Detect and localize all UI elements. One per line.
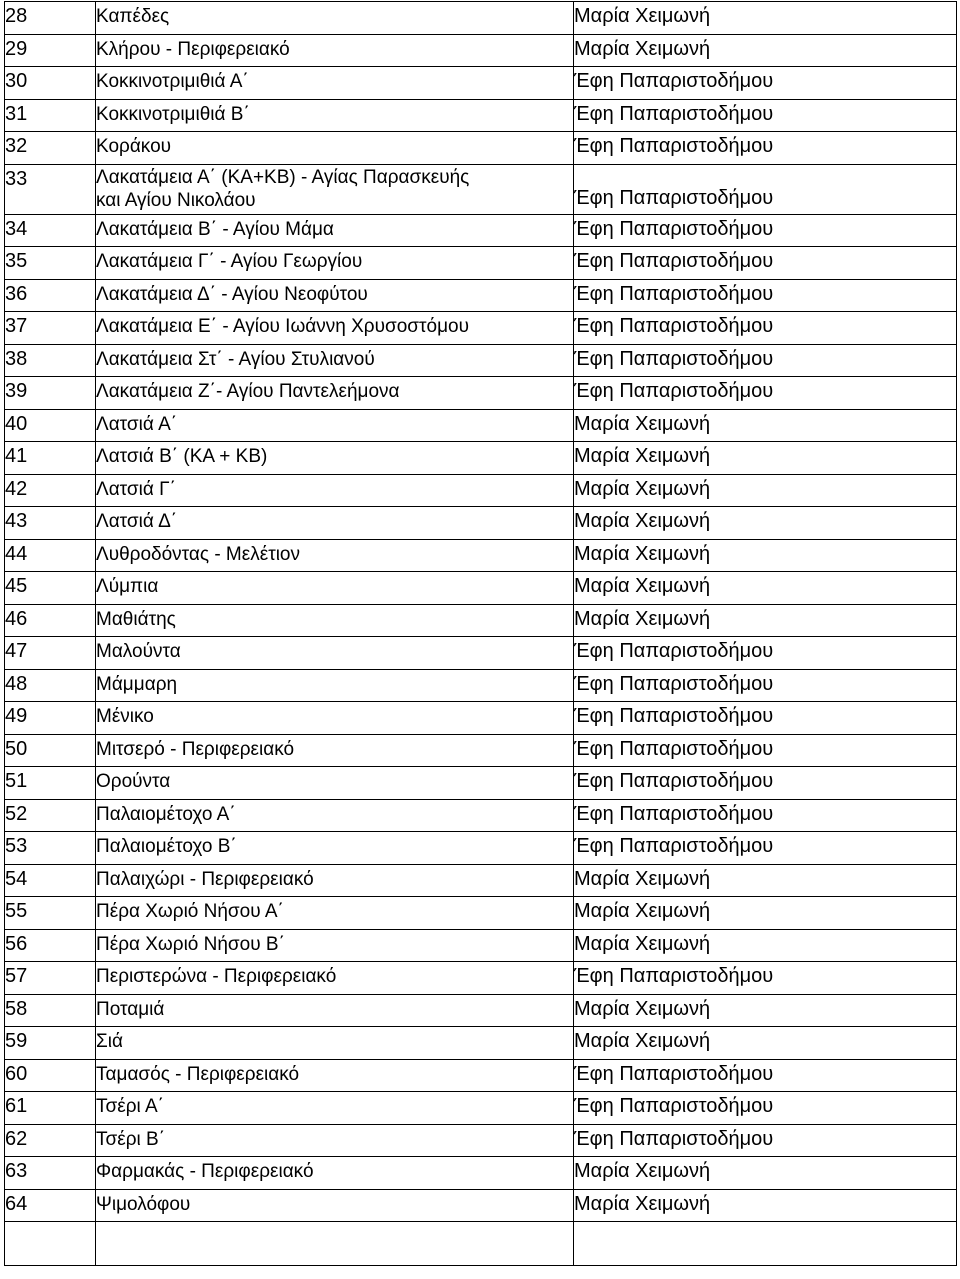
area-name: Φαρμακάς - Περιφερειακό xyxy=(96,1157,574,1190)
row-number: 61 xyxy=(5,1092,96,1125)
responsible-person: Έφη Παπαριστοδήμου xyxy=(574,962,957,995)
area-name-line-1: Λακατάμεια Α΄ (ΚΑ+ΚΒ) - Αγίας Παρασκευής xyxy=(96,166,470,188)
table-row xyxy=(5,279,957,312)
row-number: 37 xyxy=(5,312,96,345)
row-number: 45 xyxy=(5,572,96,605)
area-name: Λατσιά Β΄ (ΚΑ + ΚΒ) xyxy=(96,442,574,475)
table-row xyxy=(5,637,957,670)
responsible-person: Μαρία Χειμωνή xyxy=(574,604,957,637)
row-number: 63 xyxy=(5,1157,96,1190)
responsible-person: Μαρία Χειμωνή xyxy=(574,1157,957,1190)
row-number: 55 xyxy=(5,897,96,930)
table-row xyxy=(5,214,957,247)
table-row xyxy=(5,377,957,410)
table-row xyxy=(5,669,957,702)
row-number: 31 xyxy=(5,99,96,132)
area-name: Λατσιά Α΄ xyxy=(96,409,574,442)
table-row xyxy=(5,1124,957,1157)
responsible-person: Μαρία Χειμωνή xyxy=(574,507,957,540)
row-number: 52 xyxy=(5,799,96,832)
table-row xyxy=(5,312,957,345)
area-name: Παλαιομέτοχο Α΄ xyxy=(96,799,574,832)
table-row xyxy=(5,164,957,214)
responsible-person: Έφη Παπαριστοδήμου xyxy=(574,99,957,132)
row-number: 51 xyxy=(5,767,96,800)
area-name: Κλήρου - Περιφερειακό xyxy=(96,34,574,67)
table-row xyxy=(5,897,957,930)
table-row xyxy=(5,929,957,962)
table-row xyxy=(5,132,957,165)
area-name: Τσέρι Α΄ xyxy=(96,1092,574,1125)
table-row xyxy=(5,539,957,572)
table-row xyxy=(5,1059,957,1092)
area-name: Κοκκινοτριμιθιά Α΄ xyxy=(96,67,574,100)
empty-cell xyxy=(96,1222,574,1266)
area-name: Μάμμαρη xyxy=(96,669,574,702)
responsible-person: Μαρία Χειμωνή xyxy=(574,539,957,572)
table-row xyxy=(5,962,957,995)
responsible-person: Μαρία Χειμωνή xyxy=(574,994,957,1027)
table-row xyxy=(5,572,957,605)
row-number: 43 xyxy=(5,507,96,540)
area-name: Λακατάμεια Β΄ - Αγίου Μάμα xyxy=(96,214,574,247)
area-name: Λακατάμεια Ε΄ - Αγίου Ιωάννη Χρυσοστόμου xyxy=(96,312,574,345)
area-name: Μαλούντα xyxy=(96,637,574,670)
row-number: 41 xyxy=(5,442,96,475)
row-number: 32 xyxy=(5,132,96,165)
responsible-person: Έφη Παπαριστοδήμου xyxy=(574,1092,957,1125)
responsible-person: Έφη Παπαριστοδήμου xyxy=(574,247,957,280)
area-name: Λυθροδόντας - Μελέτιον xyxy=(96,539,574,572)
table-row xyxy=(5,604,957,637)
responsible-person: Μαρία Χειμωνή xyxy=(574,897,957,930)
table-row xyxy=(5,2,957,35)
row-number: 56 xyxy=(5,929,96,962)
area-name: Τσέρι Β΄ xyxy=(96,1124,574,1157)
area-name: Παλαιομέτοχο Β΄ xyxy=(96,832,574,865)
area-name: Ορούντα xyxy=(96,767,574,800)
row-number: 33 xyxy=(5,164,96,214)
table-row xyxy=(5,247,957,280)
table-row xyxy=(5,702,957,735)
area-name: Ταμασός - Περιφερειακό xyxy=(96,1059,574,1092)
table-row xyxy=(5,344,957,377)
row-number: 53 xyxy=(5,832,96,865)
area-name: Λύμπια xyxy=(96,572,574,605)
responsible-person: Μαρία Χειμωνή xyxy=(574,2,957,35)
responsible-person: Μαρία Χειμωνή xyxy=(574,409,957,442)
responsible-person: Έφη Παπαριστοδήμου xyxy=(574,1124,957,1157)
row-number: 38 xyxy=(5,344,96,377)
table-row xyxy=(5,994,957,1027)
row-number: 47 xyxy=(5,637,96,670)
row-number: 60 xyxy=(5,1059,96,1092)
responsible-person: Έφη Παπαριστοδήμου xyxy=(574,637,957,670)
responsible-person: Έφη Παπαριστοδήμου xyxy=(574,1059,957,1092)
area-name: Πέρα Χωριό Νήσου Α΄ xyxy=(96,897,574,930)
area-name: Κοκκινοτριμιθιά Β΄ xyxy=(96,99,574,132)
table-row xyxy=(5,799,957,832)
row-number: 34 xyxy=(5,214,96,247)
responsible-person: Έφη Παπαριστοδήμου xyxy=(574,669,957,702)
row-number: 64 xyxy=(5,1189,96,1222)
area-name xyxy=(96,164,574,214)
area-name: Σιά xyxy=(96,1027,574,1060)
area-name: Λακατάμεια Δ΄ - Αγίου Νεοφύτου xyxy=(96,279,574,312)
table-row xyxy=(5,1027,957,1060)
responsible-person: Έφη Παπαριστοδήμου xyxy=(574,67,957,100)
row-number: 29 xyxy=(5,34,96,67)
area-name: Περιστερώνα - Περιφερειακό xyxy=(96,962,574,995)
responsible-person: Έφη Παπαριστοδήμου xyxy=(574,164,957,214)
row-number: 49 xyxy=(5,702,96,735)
table-row xyxy=(5,832,957,865)
table-row xyxy=(5,99,957,132)
row-number: 42 xyxy=(5,474,96,507)
responsible-person: Μαρία Χειμωνή xyxy=(574,572,957,605)
area-name: Λατσιά Δ΄ xyxy=(96,507,574,540)
empty-row xyxy=(5,1222,957,1266)
row-number: 62 xyxy=(5,1124,96,1157)
table-row xyxy=(5,34,957,67)
row-number: 48 xyxy=(5,669,96,702)
table-row xyxy=(5,409,957,442)
row-number: 58 xyxy=(5,994,96,1027)
responsible-person: Έφη Παπαριστοδήμου xyxy=(574,312,957,345)
table-row xyxy=(5,864,957,897)
area-name: Λακατάμεια Γ΄ - Αγίου Γεωργίου xyxy=(96,247,574,280)
row-number: 57 xyxy=(5,962,96,995)
responsible-person: Μαρία Χειμωνή xyxy=(574,1027,957,1060)
row-number: 35 xyxy=(5,247,96,280)
responsible-person: Έφη Παπαριστοδήμου xyxy=(574,702,957,735)
responsible-person: Μαρία Χειμωνή xyxy=(574,442,957,475)
empty-cell xyxy=(5,1222,96,1266)
empty-cell xyxy=(574,1222,957,1266)
area-name: Ποταμιά xyxy=(96,994,574,1027)
responsible-person: Μαρία Χειμωνή xyxy=(574,929,957,962)
responsible-person: Έφη Παπαριστοδήμου xyxy=(574,734,957,767)
area-name: Κοράκου xyxy=(96,132,574,165)
area-name: Μιτσερό - Περιφερειακό xyxy=(96,734,574,767)
responsible-person: Έφη Παπαριστοδήμου xyxy=(574,132,957,165)
table-row xyxy=(5,767,957,800)
responsible-person: Μαρία Χειμωνή xyxy=(574,474,957,507)
responsible-person: Έφη Παπαριστοδήμου xyxy=(574,799,957,832)
table-row xyxy=(5,442,957,475)
row-number: 44 xyxy=(5,539,96,572)
table-row xyxy=(5,734,957,767)
row-number: 30 xyxy=(5,67,96,100)
roster-table xyxy=(4,1,957,1266)
area-name: Ψιμολόφου xyxy=(96,1189,574,1222)
row-number: 54 xyxy=(5,864,96,897)
roster-body xyxy=(5,2,957,1266)
area-name: Λακατάμεια Ζ΄- Αγίου Παντελεήμονα xyxy=(96,377,574,410)
responsible-person: Μαρία Χειμωνή xyxy=(574,1189,957,1222)
row-number: 59 xyxy=(5,1027,96,1060)
table-row xyxy=(5,67,957,100)
table-row xyxy=(5,1157,957,1190)
area-name: Μένικο xyxy=(96,702,574,735)
row-number: 40 xyxy=(5,409,96,442)
area-name-line-2: και Αγίου Νικολάου xyxy=(96,189,256,211)
row-number: 50 xyxy=(5,734,96,767)
row-number: 46 xyxy=(5,604,96,637)
area-name: Παλαιχώρι - Περιφερειακό xyxy=(96,864,574,897)
responsible-person: Έφη Παπαριστοδήμου xyxy=(574,344,957,377)
responsible-person: Έφη Παπαριστοδήμου xyxy=(574,832,957,865)
responsible-person: Μαρία Χειμωνή xyxy=(574,864,957,897)
responsible-person: Μαρία Χειμωνή xyxy=(574,34,957,67)
area-name: Καπέδες xyxy=(96,2,574,35)
table-row xyxy=(5,1189,957,1222)
area-name: Λατσιά Γ΄ xyxy=(96,474,574,507)
responsible-person: Έφη Παπαριστοδήμου xyxy=(574,279,957,312)
row-number: 28 xyxy=(5,2,96,35)
area-name: Λακατάμεια Στ΄ - Αγίου Στυλιανού xyxy=(96,344,574,377)
table-row xyxy=(5,1092,957,1125)
area-name: Πέρα Χωριό Νήσου Β΄ xyxy=(96,929,574,962)
area-name: Μαθιάτης xyxy=(96,604,574,637)
responsible-person: Έφη Παπαριστοδήμου xyxy=(574,214,957,247)
table-row xyxy=(5,474,957,507)
row-number: 39 xyxy=(5,377,96,410)
row-number: 36 xyxy=(5,279,96,312)
table-row xyxy=(5,507,957,540)
responsible-person: Έφη Παπαριστοδήμου xyxy=(574,377,957,410)
responsible-person: Έφη Παπαριστοδήμου xyxy=(574,767,957,800)
